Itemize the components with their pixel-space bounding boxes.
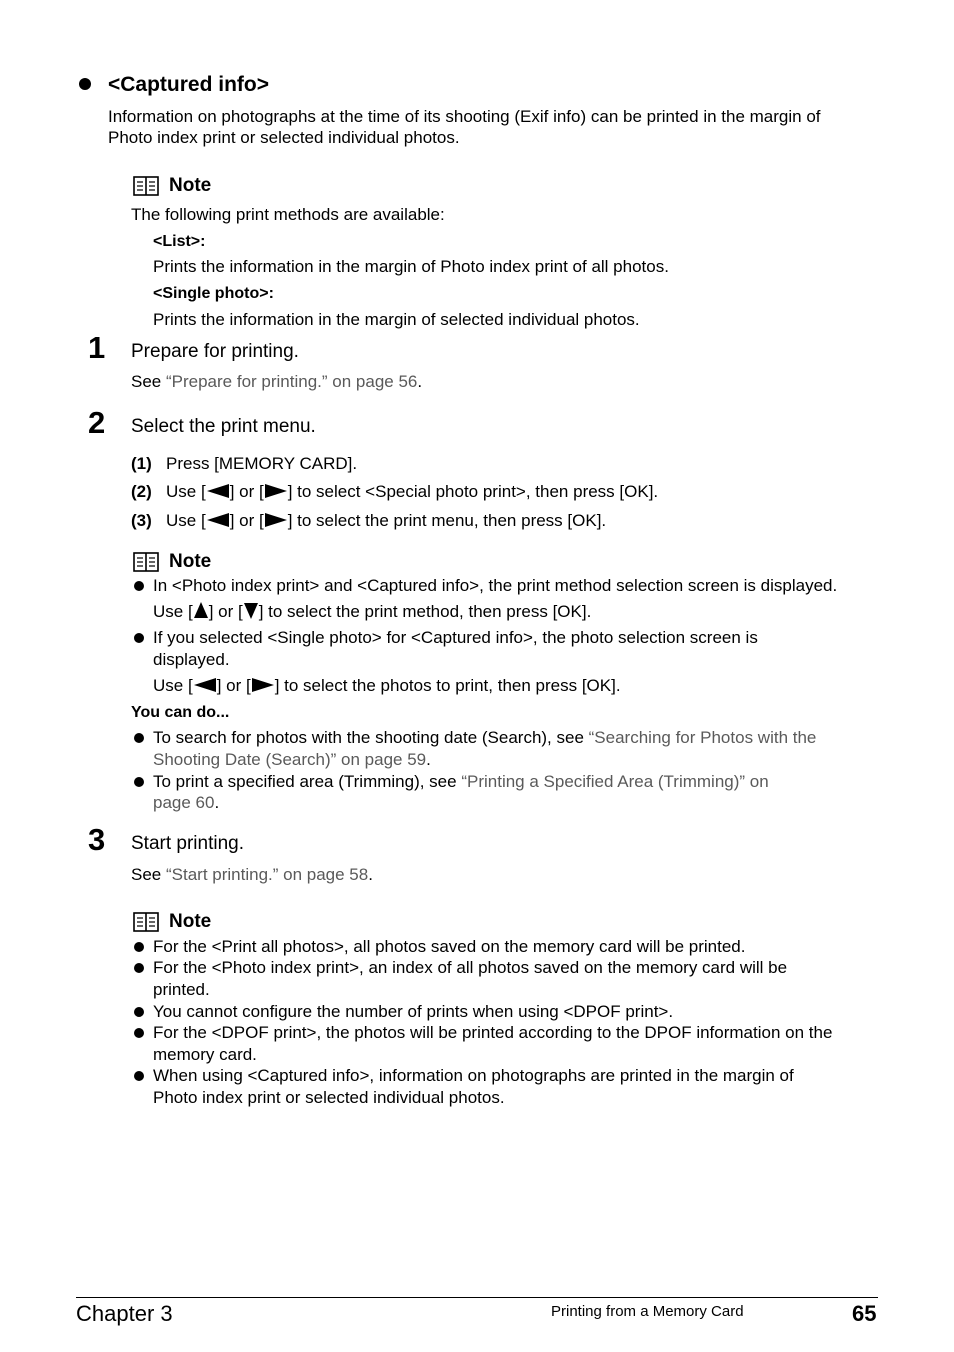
bullet-icon — [134, 942, 144, 952]
bullet-icon — [79, 78, 91, 90]
note-bullet-text: displayed. — [153, 650, 230, 669]
triangle-left-icon — [207, 513, 229, 527]
note-text: The following print methods are available: — [131, 205, 445, 224]
note-bullet-text: memory card. — [153, 1045, 257, 1064]
page-number: 65 — [852, 1301, 877, 1326]
triangle-right-icon — [265, 484, 287, 498]
triangle-right-icon — [265, 513, 287, 527]
note-label: <List>: — [153, 233, 206, 250]
bullet-icon — [134, 1028, 144, 1038]
bullet-icon — [134, 1071, 144, 1081]
bullet-icon — [134, 633, 144, 643]
page-link[interactable]: “Prepare for printing.” on page 56 — [165, 372, 418, 391]
bullet-icon — [134, 733, 144, 743]
note-bullet-text: Photo index print or selected individual photos. — [153, 1088, 505, 1107]
page-link[interactable]: “Start printing.” on page 58 — [165, 865, 369, 884]
note-heading: Note — [169, 175, 212, 196]
book-icon — [133, 552, 159, 572]
triangle-right-icon — [252, 678, 274, 692]
substep-text: Use [ ] or [ ] to select the print menu, then press [OK]. — [166, 511, 607, 530]
substep-number: (2) — [131, 482, 152, 501]
step-see: See “Start printing.” on page 58. — [131, 865, 373, 884]
note-bullet-text: Use [ ] or [ ] to select the photos to print, then press [OK]. — [153, 676, 621, 695]
substep-text: Use [ ] or [ ] to select <Special photo print>, then press [OK]. — [166, 482, 659, 501]
section-title: <Captured info> — [108, 73, 270, 96]
note-bullet-text: page 60. — [153, 793, 220, 812]
step-number: 1 — [88, 330, 106, 365]
note-bullet-text: For the <Print all photos>, all photos saved on the memory card will be printed. — [153, 937, 746, 956]
note-text: Prints the information in the margin of Photo index print of all photos. — [153, 257, 669, 276]
step-title: Start printing. — [131, 833, 244, 854]
substep-number: (3) — [131, 511, 152, 530]
page-link[interactable]: “Printing a Specified Area (Trimming)” on — [461, 772, 769, 791]
note-bullet-text: For the <DPOF print>, the photos will be printed according to the DPOF information on the — [153, 1023, 833, 1042]
triangle-left-icon — [207, 484, 229, 498]
note-bullet-text: You cannot configure the number of prints when using <DPOF print>. — [153, 1002, 674, 1021]
substep-number: (1) — [131, 454, 152, 473]
triangle-up-icon — [194, 602, 208, 618]
you-can-do-heading: You can do... — [131, 704, 230, 721]
step-title: Prepare for printing. — [131, 341, 299, 362]
note-bullet-text: printed. — [153, 980, 210, 999]
book-icon — [133, 176, 159, 196]
note-label: <Single photo>: — [153, 285, 274, 302]
bullet-icon — [134, 777, 144, 787]
triangle-left-icon — [194, 678, 216, 692]
note-bullet-text: To search for photos with the shooting date (Search), see “Searching for Photos with the — [153, 728, 817, 747]
footer-section: Printing from a Memory Card — [551, 1303, 744, 1320]
footer-chapter: Chapter 3 — [76, 1301, 173, 1326]
substep-text: Press [MEMORY CARD]. — [166, 454, 358, 473]
bullet-icon — [134, 581, 144, 591]
note-bullet-text: Shooting Date (Search)” on page 59. — [153, 750, 431, 769]
note-text: Prints the information in the margin of selected individual photos. — [153, 310, 640, 329]
note-heading: Note — [169, 911, 212, 932]
note-heading: Note — [169, 551, 212, 572]
note-bullet-text: To print a specified area (Trimming), see “Printing a Specified Area (Trimming)” on — [153, 772, 769, 791]
book-icon — [133, 912, 159, 932]
bullet-icon — [134, 963, 144, 973]
footer-rule — [76, 1297, 878, 1298]
note-bullet-text: For the <Photo index print>, an index of all photos saved on the memory card will be — [153, 958, 788, 977]
step-title: Select the print menu. — [131, 416, 316, 437]
page-link[interactable]: Shooting Date (Search)” on page 59 — [153, 750, 427, 769]
note-bullet-text: Use [ ] or [ ] to select the print method, then press [OK]. — [153, 602, 592, 621]
page-link[interactable]: page 60 — [153, 793, 215, 812]
note-bullet-text: When using <Captured info>, information on photographs are printed in the margin of — [153, 1066, 794, 1085]
note-bullet-text: In <Photo index print> and <Captured info>, the print method selection screen is displayed. — [153, 576, 838, 595]
step-number: 2 — [88, 405, 106, 440]
bullet-icon — [134, 1007, 144, 1017]
intro-text: Photo index print or selected individual photos. — [108, 128, 460, 147]
step-see: See “Prepare for printing.” on page 56. — [131, 372, 423, 391]
step-number: 3 — [88, 822, 106, 857]
intro-text: Information on photographs at the time of its shooting (Exif info) can be printed in the margin of — [108, 107, 821, 126]
page-link[interactable]: “Searching for Photos with the — [588, 728, 817, 747]
note-bullet-text: If you selected <Single photo> for <Captured info>, the photo selection screen is — [153, 628, 758, 647]
triangle-down-icon — [244, 603, 258, 619]
